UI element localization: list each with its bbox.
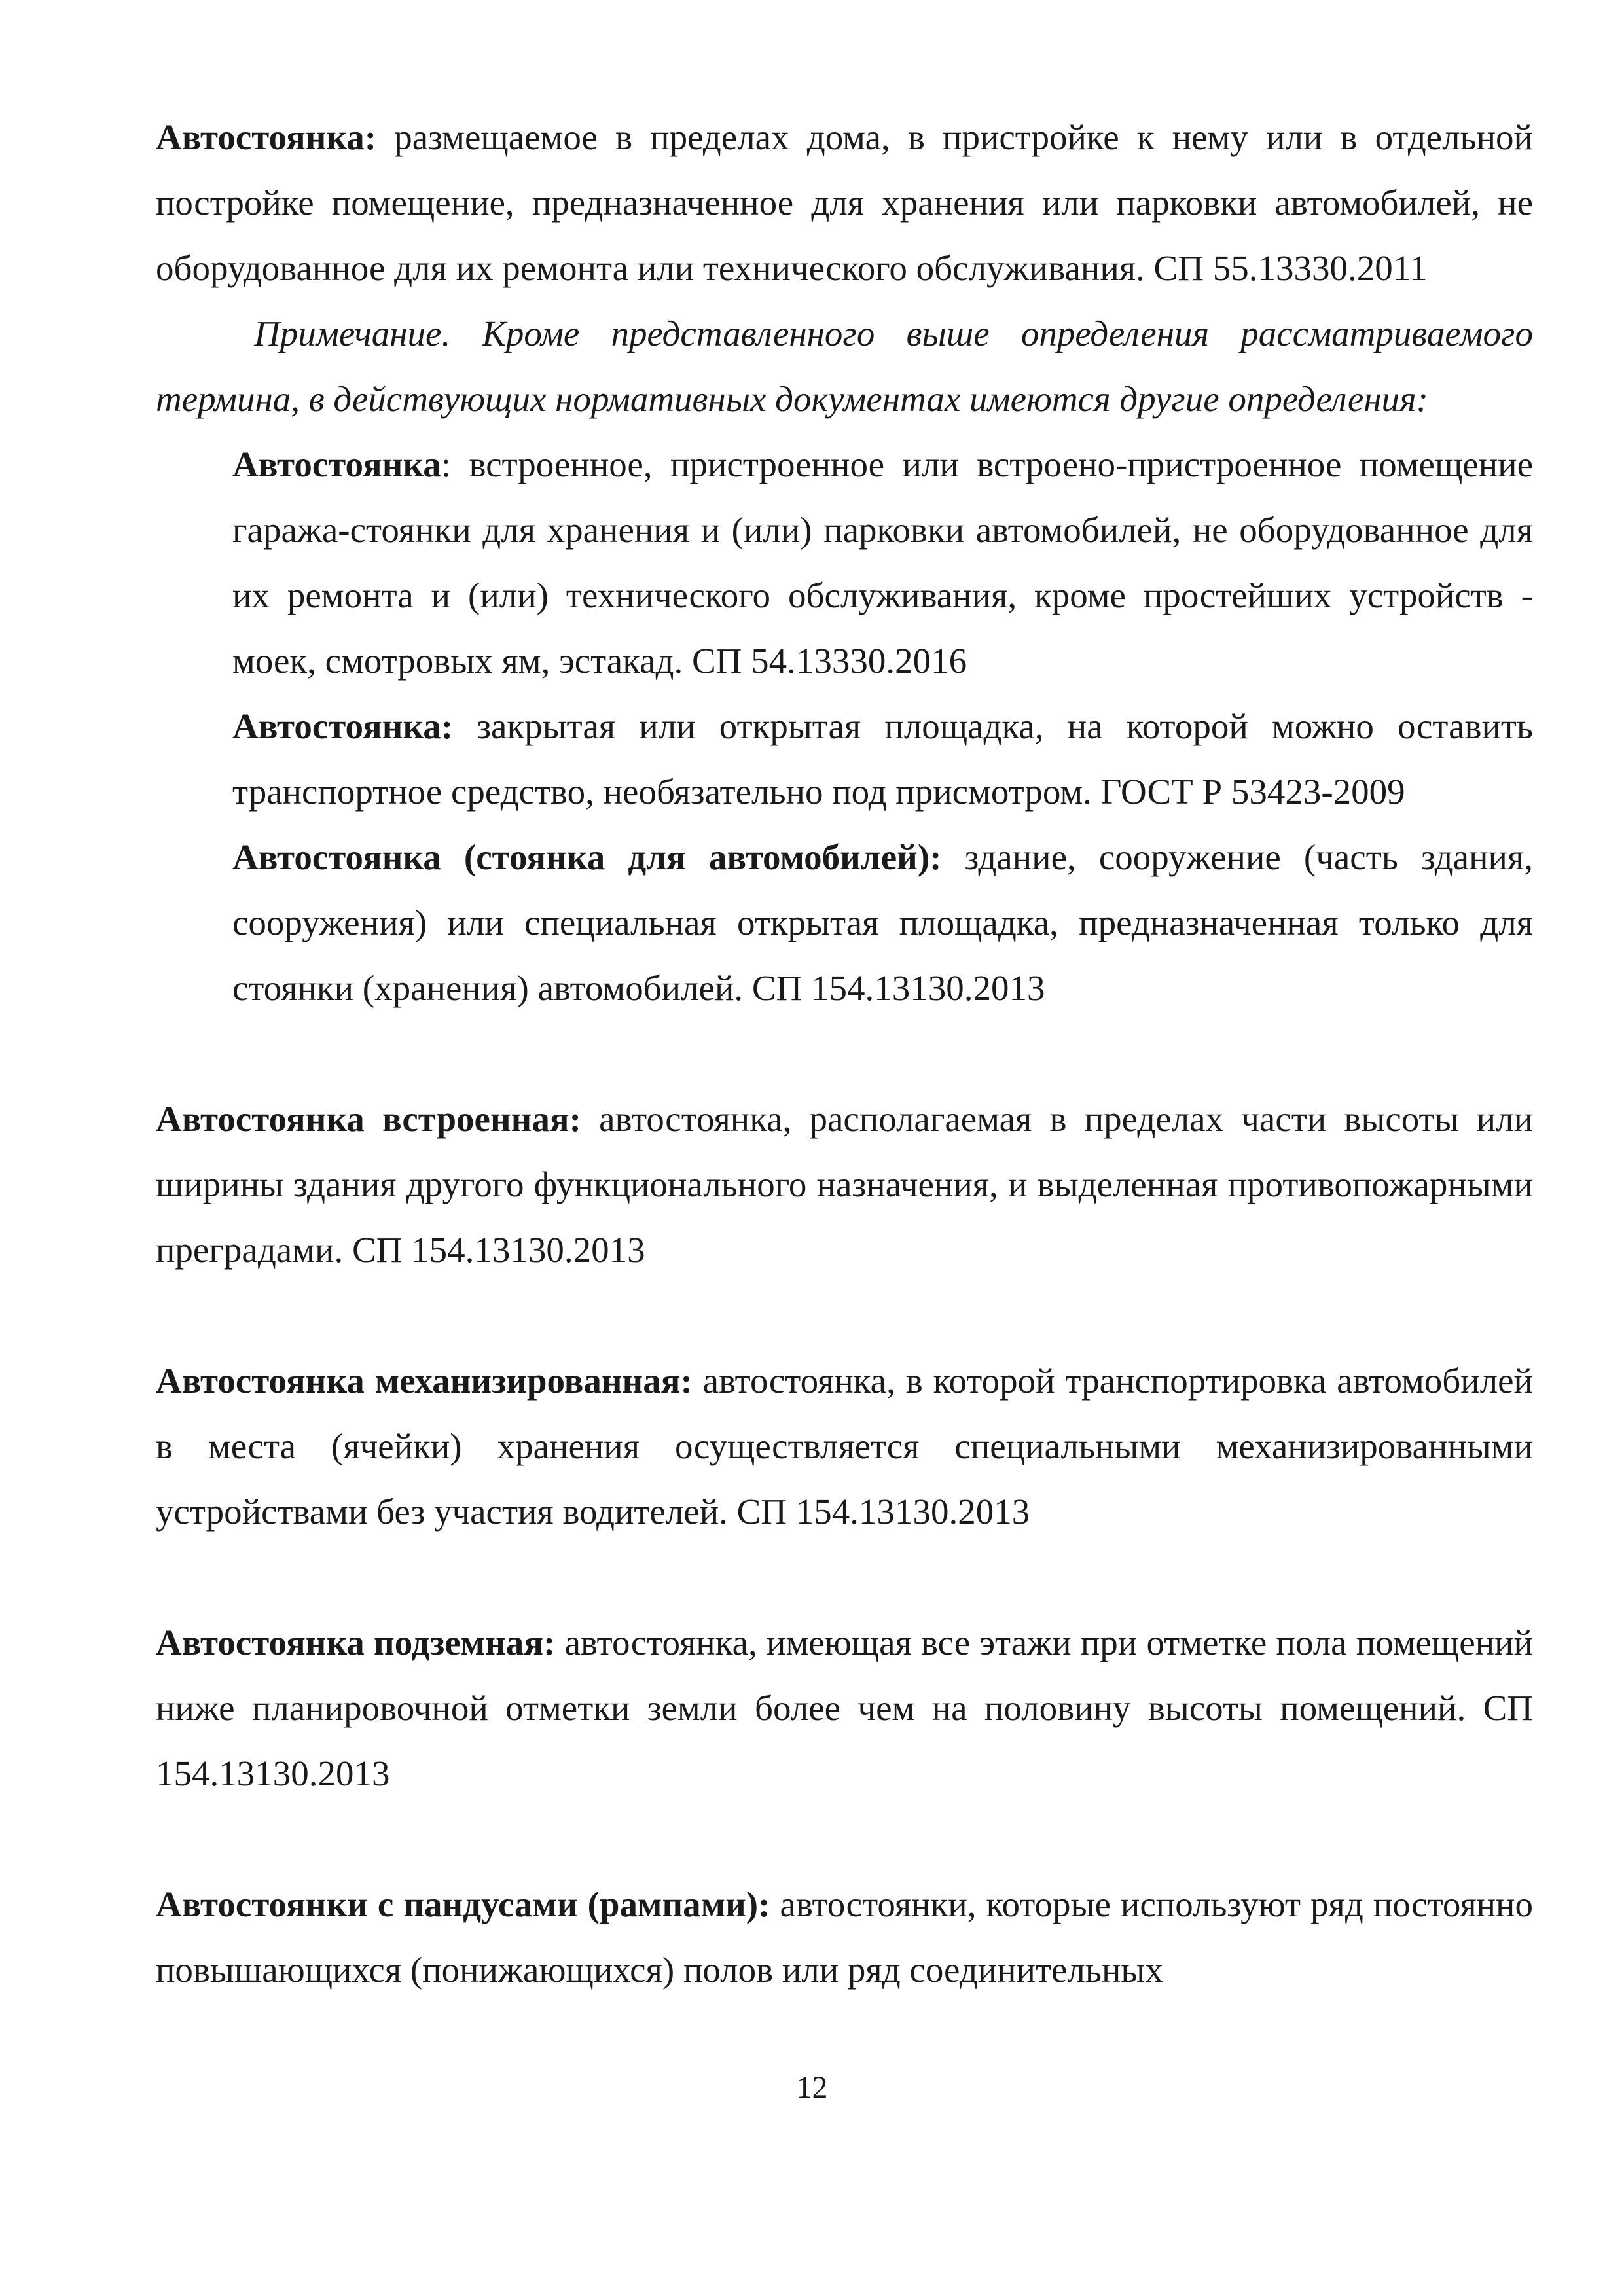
term: Автостоянка встроенная:	[156, 1099, 581, 1139]
term: Автостоянка подземная:	[156, 1623, 556, 1662]
definition-text: автостоянки, которые используют ряд постоянно повышающихся (понижающихся) полов или ряд соединительных	[156, 1884, 1533, 1990]
term: Автостоянка:	[232, 706, 454, 746]
definition-text: автостоянка, имеющая все этажи при отметке пола помещений ниже планировочной отметки земли более чем на половину высоты помещений. СП 154.13130.2013	[156, 1623, 1533, 1793]
term: Автостоянка (стоянка для автомобилей):	[232, 837, 942, 877]
definition-underground	[156, 1610, 1533, 1806]
definition-text: размещаемое в пределах дома, в пристройке к нему или в отдельной постройке помещение, предназначенное для хранения или парковки автомобилей, не оборудованное для их ремонта или технического обслуживания. СП 55.13330.2011	[156, 117, 1533, 288]
term: Автостоянка механизированная:	[156, 1361, 693, 1401]
definition-text: автостоянка, в которой транспортировка автомобилей в места (ячейки) хранения осуществляется специальными механизированными устройствами без участия водителей. СП 154.13130.2013	[156, 1361, 1533, 1532]
definition-text: здание, сооружение (часть здания, сооружения) или специальная открытая площадка, предназначенная только для стоянки (хранения) автомобилей. СП 154.13130.2013	[232, 837, 1533, 1008]
document-page	[156, 105, 1533, 2003]
definition-built-in	[156, 1086, 1533, 1283]
term: Автостоянки с пандусами (рампами):	[156, 1884, 770, 1924]
definition-sp154	[232, 825, 1533, 1021]
definition-text: : встроенное, пристроенное или встроено-пристроенное помещение гаража-стоянки для хранения и (или) парковки автомобилей, не оборудованное для их ремонта и (или) технического обслуживания, кроме простейших устройств - моек, смотровых ям, эстакад. СП 54.13330.2016	[232, 444, 1533, 681]
page-number: 12	[796, 2070, 828, 2105]
definition-gost	[232, 694, 1533, 825]
definition-sp54	[232, 432, 1533, 694]
note-paragraph: Примечание. Кроме представленного выше определения рассматриваемого термина, в действующих нормативных документах имеются другие определения:	[156, 314, 1533, 419]
term: Автостоянка	[232, 444, 441, 484]
definition-text: автостоянка, располагаемая в пределах части высоты или ширины здания другого функционального назначения, и выделенная противопожарными преградами. СП 154.13130.2013	[156, 1099, 1533, 1270]
definition-ramps	[156, 1872, 1533, 2003]
term: Автостоянка:	[156, 117, 377, 157]
definition-avtostoyanka	[156, 105, 1533, 301]
definition-mechanized	[156, 1348, 1533, 1545]
definition-text: закрытая или открытая площадка, на которой можно оставить транспортное средство, необязательно под присмотром. ГОСТ Р 53423-2009	[232, 706, 1533, 812]
